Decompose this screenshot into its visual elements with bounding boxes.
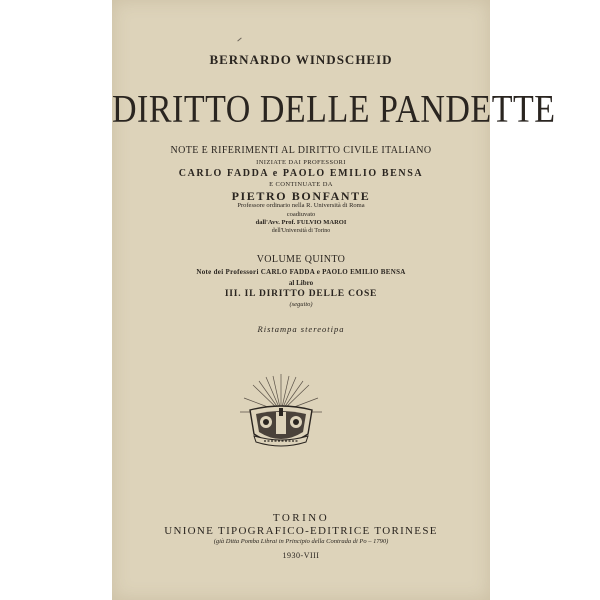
printer-emblem-icon: [236, 372, 326, 454]
pencil-mark: [237, 38, 241, 42]
editors-names: CARLO FADDA e PAOLO EMILIO BENSA: [178, 168, 424, 179]
continued-by-label: E CONTINUATE DA: [269, 181, 333, 188]
publisher-city: TORINO: [272, 512, 330, 524]
assisted-label: coadiuvato: [286, 211, 316, 218]
assistant-university: dell'Università di Torino: [271, 228, 331, 234]
notes-line: Note dei Professori CARLO FADDA e PAOLO EMILIO BENSA: [196, 268, 406, 276]
continuer-title: Professore ordinario nella R. Università di Roma: [237, 202, 365, 209]
initiated-by-label: INIZIATE DAI PROFESSORI: [256, 159, 346, 166]
assistant-name: dall'Avv. Prof. FULVIO MAROI: [255, 219, 347, 226]
book-prefix: al Libro: [288, 279, 314, 287]
publisher-former-name: (già Ditta Pomba Librai in Principio della Contrada di Po – 1790): [213, 538, 389, 545]
author-name: BERNARDO WINDSCHEID: [209, 52, 393, 67]
reprint-note: Ristampa stereotipa: [257, 324, 345, 334]
book-title: DIRITTO DELLE PANDETTE: [112, 88, 556, 131]
title-page: [112, 0, 556, 600]
book-subtitle: NOTE E RIFERIMENTI AL DIRITTO CIVILE ITALIANO: [170, 145, 432, 156]
book-section-title: III. IL DIRITTO DELLE COSE: [224, 289, 378, 299]
continuer-name: PIETRO BONFANTE: [231, 189, 371, 203]
continued-note: (seguito): [289, 301, 313, 308]
volume-label: VOLUME QUINTO: [256, 254, 346, 265]
publisher-name: UNIONE TIPOGRAFICO-EDITRICE TORINESE: [164, 525, 438, 537]
publication-year: 1930-VIII: [282, 551, 320, 560]
